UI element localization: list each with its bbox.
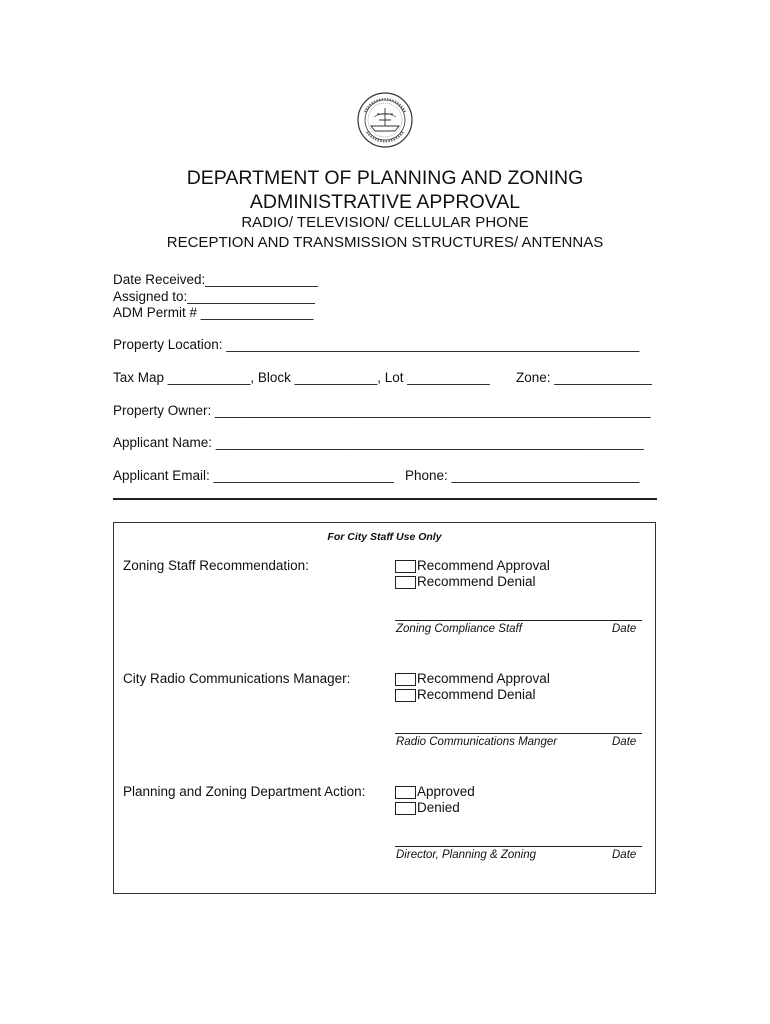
zoning-staff-label: Zoning Staff Recommendation:: [123, 558, 309, 573]
assigned-to-field[interactable]: Assigned to:_________________: [113, 289, 315, 304]
planning-denied-label: Denied: [417, 800, 460, 815]
form-subtitle-line2: RECEPTION AND TRANSMISSION STRUCTURES/ ANTENNAS: [166, 234, 604, 251]
applicant-email-field[interactable]: Applicant Email: ________________________: [113, 468, 394, 483]
city-staff-section: [113, 522, 656, 894]
tax-map-block-lot-field[interactable]: Tax Map ___________, Block ___________, Lot ___________: [113, 370, 490, 385]
radio-signature-line[interactable]: [395, 733, 642, 734]
zone-field[interactable]: Zone: _____________: [516, 370, 652, 385]
staff-section-heading: For City Staff Use Only: [327, 531, 442, 543]
planning-denied-option[interactable]: [395, 800, 460, 816]
zoning-approval-option[interactable]: [395, 558, 550, 574]
property-location-field[interactable]: Property Location: _______________________________________________________: [113, 337, 640, 352]
radio-approval-checkbox[interactable]: [395, 673, 416, 686]
planning-signature-line[interactable]: [395, 846, 642, 847]
form-title-line2: ADMINISTRATIVE APPROVAL: [249, 191, 521, 213]
zoning-denial-option[interactable]: [395, 574, 536, 590]
planning-action-label: Planning and Zoning Department Action:: [123, 784, 366, 799]
property-owner-field[interactable]: Property Owner: __________________________________________________________: [113, 403, 651, 418]
applicant-name-field[interactable]: Applicant Name: _________________________________________________________: [113, 435, 644, 450]
zoning-signer-caption: Zoning Compliance Staff: [396, 623, 522, 635]
planning-approved-option[interactable]: [395, 784, 475, 800]
radio-approval-option[interactable]: [395, 671, 550, 687]
planning-approved-checkbox[interactable]: [395, 786, 416, 799]
radio-denial-option[interactable]: [395, 687, 536, 703]
planning-approved-label: Approved: [417, 784, 475, 799]
radio-manager-label: City Radio Communications Manager:: [123, 671, 351, 686]
planning-signer-caption: Director, Planning & Zoning: [396, 849, 536, 861]
radio-denial-label: Recommend Denial: [417, 687, 536, 702]
radio-date-caption: Date: [612, 736, 637, 748]
radio-denial-checkbox[interactable]: [395, 689, 416, 702]
radio-signer-caption: Radio Communications Manger: [396, 736, 558, 748]
date-received-field[interactable]: Date Received:_______________: [113, 272, 318, 287]
zoning-denial-checkbox[interactable]: [395, 576, 416, 589]
city-seal-icon: [357, 92, 413, 148]
zoning-signature-line[interactable]: [395, 620, 642, 621]
radio-approval-label: Recommend Approval: [417, 671, 550, 686]
planning-denied-checkbox[interactable]: [395, 802, 416, 815]
phone-field[interactable]: Phone: _________________________: [405, 468, 640, 483]
planning-date-caption: Date: [612, 849, 637, 861]
zoning-approval-label: Recommend Approval: [417, 558, 550, 573]
adm-permit-field[interactable]: ADM Permit # _______________: [113, 305, 314, 320]
zoning-approval-checkbox[interactable]: [395, 560, 416, 573]
zoning-denial-label: Recommend Denial: [417, 574, 536, 589]
form-subtitle-line1: RADIO/ TELEVISION/ CELLULAR PHONE: [241, 214, 529, 231]
zoning-date-caption: Date: [612, 623, 637, 635]
form-title-line1: DEPARTMENT OF PLANNING AND ZONING: [186, 167, 584, 189]
section-divider: [113, 498, 657, 500]
